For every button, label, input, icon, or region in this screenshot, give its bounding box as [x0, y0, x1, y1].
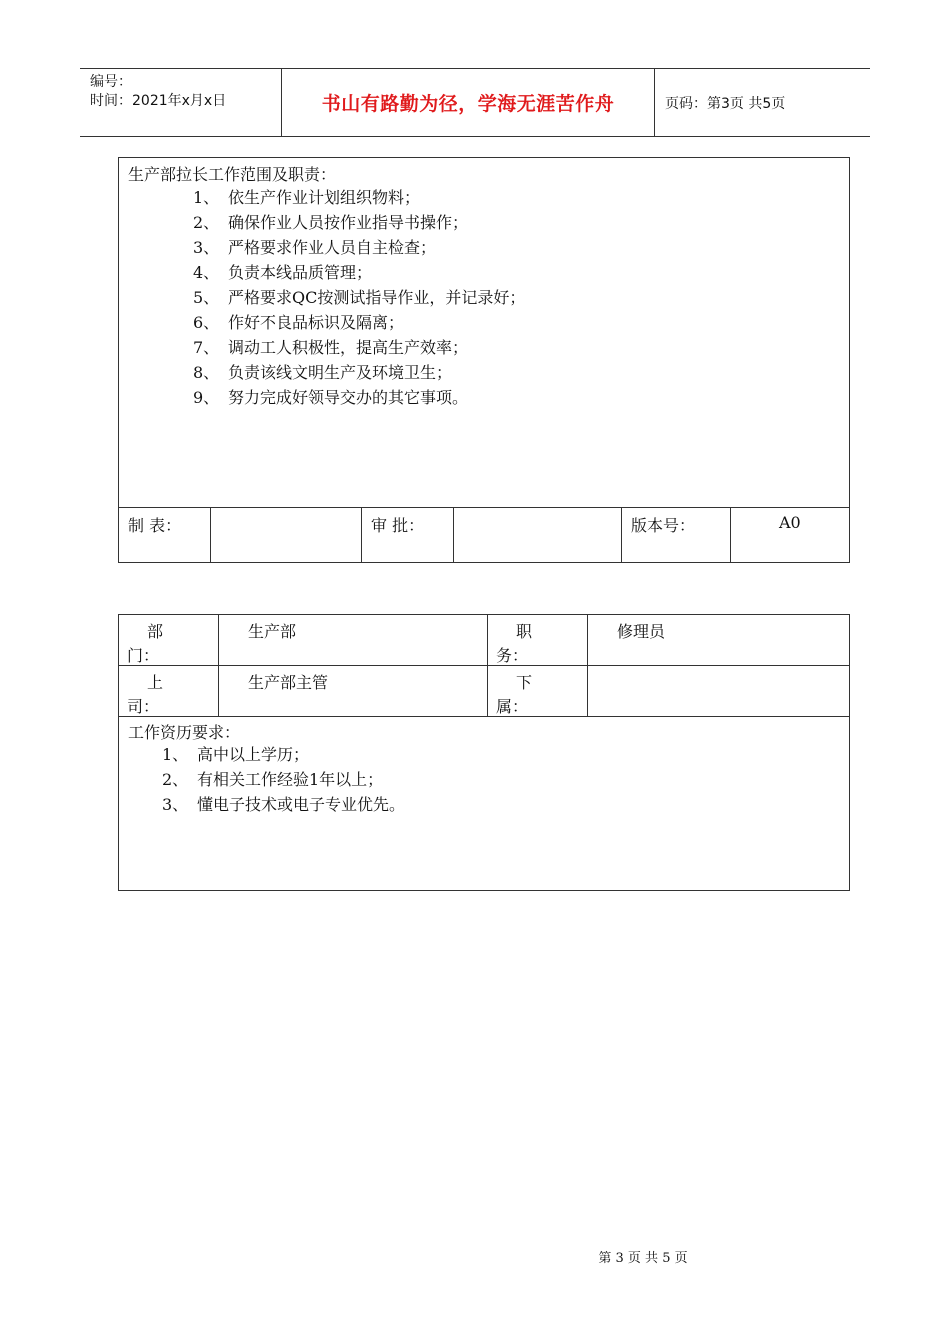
- page-info: 页码：第3页 共5页: [665, 95, 786, 112]
- header-left-cell: [80, 69, 282, 136]
- duties-heading: 生产部拉长工作范围及职责：: [128, 165, 337, 184]
- duties-footer-row: [119, 508, 849, 562]
- position-label-cell: 职 务：: [488, 615, 588, 665]
- approve-value-cell: [454, 508, 622, 562]
- list-item: 3、 严格要求作业人员自主检查；: [193, 238, 437, 257]
- list-item: 3、 懂电子技术或电子专业优先。: [162, 795, 406, 814]
- duties-table: [118, 157, 850, 563]
- dept-value-cell: [219, 615, 488, 665]
- time-label: 时间：2021年x月x日: [90, 93, 227, 109]
- duties-cell: [119, 158, 849, 508]
- list-item: 7、 调动工人积极性，提高生产效率；: [193, 338, 469, 357]
- maker-label: 制 表：: [128, 516, 182, 535]
- list-item: 9、 努力完成好领导交办的其它事项。: [193, 388, 469, 407]
- requirements-heading: 工作资历要求：: [128, 723, 241, 742]
- approve-label-cell: [362, 508, 454, 562]
- list-item: 6、 作好不良品标识及隔离；: [193, 313, 405, 332]
- motto: 书山有路勤为径，学海无涯苦作舟: [321, 93, 615, 115]
- list-item: 5、 严格要求QC按测试指导作业，并记录好；: [193, 288, 526, 307]
- page-header: [80, 68, 870, 137]
- version-label: 版本号：: [631, 516, 696, 535]
- superior-value: 生产部主管: [248, 673, 329, 692]
- superior-value-cell: [219, 666, 488, 716]
- page-footer: [0, 1247, 950, 1266]
- page-number: 第 3 页 共 5 页: [598, 1251, 688, 1266]
- version-value-cell: [731, 508, 849, 562]
- list-item: 4、 负责本线品质管理；: [193, 263, 373, 282]
- subordinate-value-cell: [588, 666, 849, 716]
- list-item: 2、 确保作业人员按作业指导书操作；: [193, 213, 469, 232]
- list-item: 1、 高中以上学历；: [162, 745, 310, 764]
- dept-label-cell: 部 门：: [119, 615, 219, 665]
- header-page-cell: [655, 69, 870, 136]
- list-item: 1、 依生产作业计划组织物料；: [193, 188, 421, 207]
- position-table: [118, 614, 850, 891]
- version-label-cell: [622, 508, 731, 562]
- subordinate-label-cell: 下 属：: [488, 666, 588, 716]
- list-item: 2、 有相关工作经验1年以上；: [162, 770, 384, 789]
- superior-label-cell: 上 司：: [119, 666, 219, 716]
- position-value-cell: [588, 615, 849, 665]
- dept-value: 生产部: [248, 622, 297, 641]
- dept-label: 部: [147, 622, 164, 641]
- requirements-list: [162, 742, 405, 817]
- superior-label: 上: [147, 673, 164, 692]
- approve-label: 审 批：: [371, 516, 425, 535]
- number-label: 编号：: [90, 74, 132, 90]
- table-row: [119, 615, 849, 666]
- maker-value-cell: [211, 508, 362, 562]
- maker-label-cell: [119, 508, 211, 562]
- position-value: 修理员: [617, 622, 666, 641]
- version-value: A0: [779, 513, 801, 532]
- table-row: [119, 666, 849, 717]
- header-motto-cell: [282, 69, 655, 136]
- list-item: 8、 负责该线文明生产及环境卫生；: [193, 363, 453, 382]
- subordinate-label: 下: [516, 673, 533, 692]
- duties-list: [193, 185, 525, 410]
- position-label: 职: [516, 622, 533, 641]
